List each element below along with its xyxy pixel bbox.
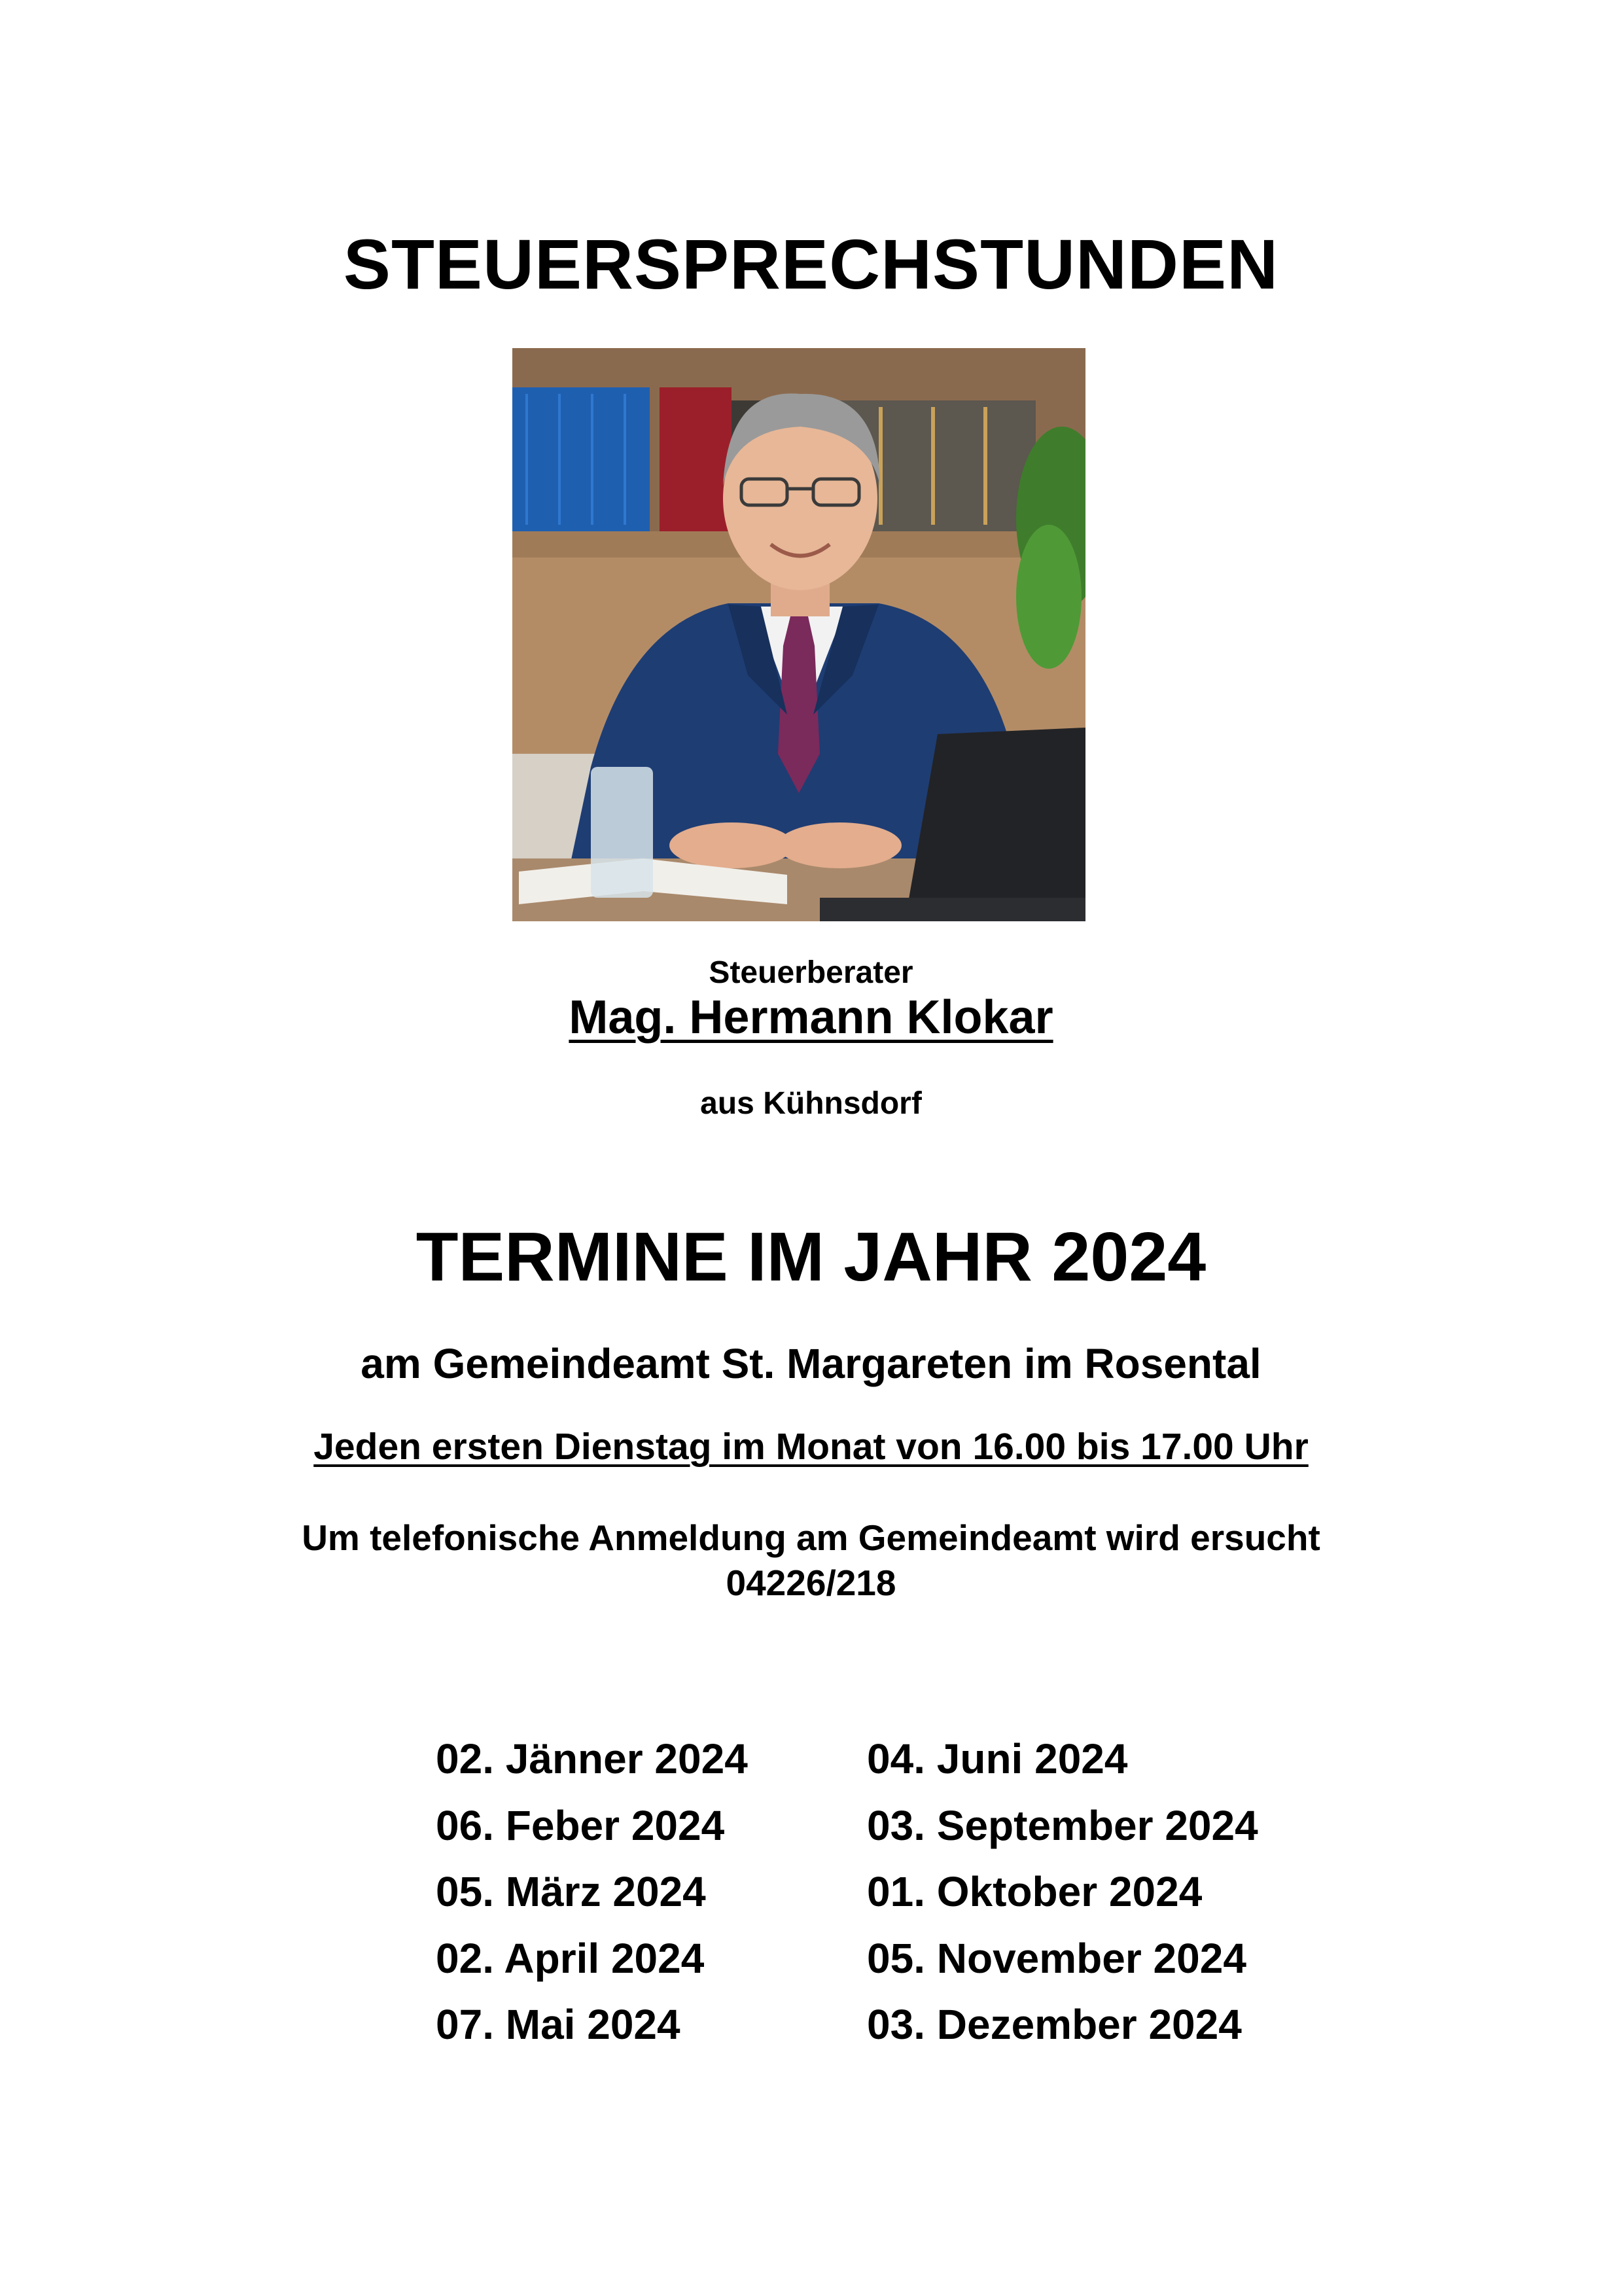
- registration-note: Um telefonische Anmeldung am Gemeindeamt wird ersucht: [302, 1517, 1320, 1558]
- date-item: 02. April 2024: [436, 1935, 705, 1982]
- date-item: 07. Mai 2024: [436, 2001, 680, 2048]
- advisor-origin: aus Kühnsdorf: [700, 1086, 922, 1121]
- date-item: 04. Juni 2024: [867, 1735, 1128, 1782]
- advisor-photo: [512, 348, 1085, 921]
- page-title: STEUERSPRECHSTUNDEN: [343, 224, 1279, 304]
- date-item: 01. Oktober 2024: [867, 1868, 1203, 1915]
- date-item: 05. März 2024: [436, 1868, 706, 1915]
- date-item: 05. November 2024: [867, 1935, 1246, 1982]
- appointments-location: am Gemeindeamt St. Margareten im Rosental: [361, 1340, 1261, 1387]
- date-item: 06. Feber 2024: [436, 1802, 725, 1849]
- date-item: 03. Dezember 2024: [867, 2001, 1242, 2048]
- advisor-name: Mag. Hermann Klokar: [569, 991, 1053, 1044]
- phone-number: 04226/218: [726, 1563, 896, 1603]
- advisor-role: Steuerberater: [709, 955, 913, 990]
- date-item: 02. Jänner 2024: [436, 1735, 748, 1782]
- appointments-heading: TERMINE IM JAHR 2024: [415, 1218, 1207, 1296]
- date-item: 03. September 2024: [867, 1802, 1258, 1849]
- appointments-schedule: Jeden ersten Dienstag im Monat von 16.00 bis 17.00 Uhr: [313, 1426, 1309, 1468]
